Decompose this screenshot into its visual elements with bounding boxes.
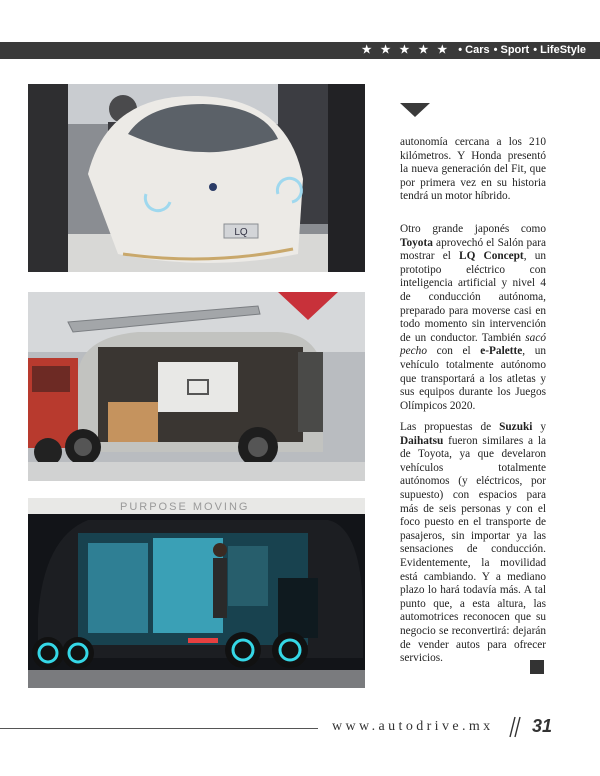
paragraph-text xyxy=(400,421,546,666)
photo-e-palette xyxy=(28,498,365,688)
italic-phrase: sacó pecho xyxy=(400,331,546,358)
category-cars[interactable]: • Cars xyxy=(458,44,490,56)
stars-rating: ★ ★ ★ ★ ★ xyxy=(361,44,451,56)
category-nav xyxy=(362,43,586,58)
double-slash-icon xyxy=(508,716,522,738)
photo-toyota-van xyxy=(28,292,365,481)
text-run: aprovechó el Salón para mostrar el xyxy=(400,236,546,263)
paragraph-text xyxy=(400,223,546,413)
text-run: y xyxy=(532,421,546,433)
model-e-palette: e-Palette xyxy=(480,345,523,358)
category-lifestyle[interactable]: • LifeStyle xyxy=(533,44,586,56)
top-category-bar xyxy=(0,42,600,59)
car-photo-icon xyxy=(28,84,365,272)
paragraph-text: autonomía cercana a los 210 kilómetros. Y Honda presentó la nueva generación del Fit, que por primera vez en su historia tendrá un motor híbrido. xyxy=(400,136,546,203)
brand-suzuki: Suzuki xyxy=(499,421,533,433)
text-run: , un vehículo totalmente autónomo que transportará a los atletas y sus equipos durante los Juegos Olímpicos 2020. xyxy=(400,345,546,412)
article-paragraph-2 xyxy=(400,223,546,413)
text-run: Las propuestas de xyxy=(400,421,500,433)
article-paragraph-3 xyxy=(400,421,546,666)
text-run: Otro grande japonés como xyxy=(400,223,546,235)
section-arrow-icon xyxy=(400,103,430,117)
brand-daihatsu: Daihatsu xyxy=(400,434,444,447)
car-photo-icon xyxy=(28,498,365,688)
photo-toyota-lq xyxy=(28,84,365,272)
model-lq-concept: LQ Concept xyxy=(459,250,524,263)
text-run: fueron similares a la de Toyota, ya que develaron vehículos totalmente autónomos (y eléctricos, por supuesto) con espacios para más de seis personas y con el foco puesto en el transporte de pasajeros, sin importar ya las sensaciones de conducción. Evidentemente, la movilidad está cambiando. Y a mediano plazo lo hará todavía más. A tal punto que, a esta altura, las automotrices reconocen que su negocio se reconvertirá: dejarán de vender autos para ofrecer servicios. xyxy=(400,434,546,665)
article-paragraph-1 xyxy=(400,136,546,204)
banner-text: PURPOSE MOVING xyxy=(120,501,250,513)
page-number: 31 xyxy=(532,716,553,736)
text-run: con el xyxy=(426,345,481,358)
footer-url-link[interactable]: www.autodrive.mx xyxy=(332,719,494,734)
footer-rule xyxy=(0,728,318,729)
text-run: , un prototipo eléctrico con inteligencia artificial y nivel 4 de conducción autónoma, preparado para moverse casi en todo momento sin intervención de un conductor. También xyxy=(400,250,547,344)
plate-text: LQ xyxy=(234,227,248,238)
brand-toyota: Toyota xyxy=(400,236,433,249)
category-sport[interactable]: • Sport xyxy=(493,44,530,56)
end-mark-icon xyxy=(530,660,544,674)
car-photo-icon xyxy=(28,292,365,481)
